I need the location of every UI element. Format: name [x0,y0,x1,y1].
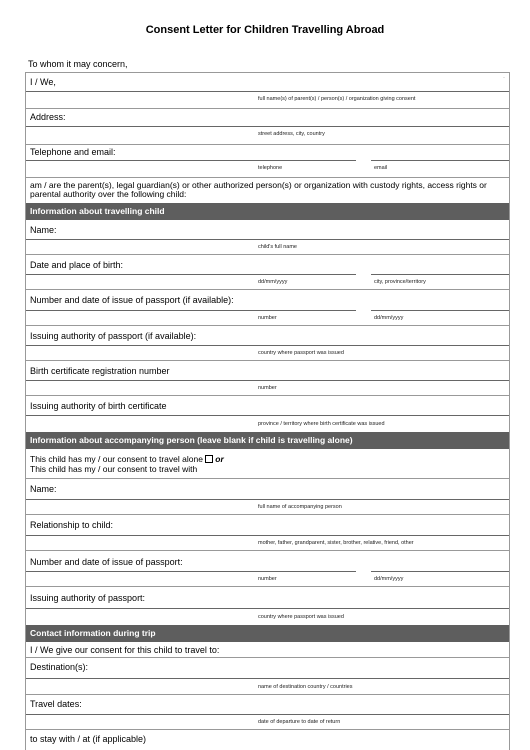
birth-date-hint: dd/mm/yyyy [258,279,288,285]
companion-passport-row [26,551,509,587]
page-title: Consent Letter for Children Travelling Abroad [145,24,385,36]
email-field[interactable] [371,160,509,161]
companion-passport-authority-field[interactable] [26,608,509,609]
consent-alone-label: This child has my / our consent to travel alone [30,454,203,464]
child-name-row [26,220,509,255]
destinations-row [26,658,509,695]
child-passport-number-field[interactable] [26,310,356,311]
travel-consent-label: I / We give our consent for this child to travel to: [30,645,220,655]
relationship-hint: mother, father, grandparent, sister, brother, relative, friend, other [258,540,414,546]
custody-statement: am / are the parent(s), legal guardian(s) or other authorized person(s) or organization with custody rights, access rights or parental authority over the following child: [30,180,487,199]
companion-passport-authority-label: Issuing authority of passport: [30,593,146,603]
relationship-row [26,515,509,551]
companion-name-hint: full name of accompanying person [258,504,342,510]
birth-cert-authority-hint: province / territory where birth certificate was issued [258,421,385,427]
birth-place-hint: city, province/territory [374,279,426,285]
child-passport-authority-hint: country where passport was issued [258,350,344,356]
birth-cert-hint: number [258,385,277,391]
travel-consent-row [26,642,509,658]
telephone-email-label: Telephone and email: [30,147,116,157]
companion-name-label: Name: [30,484,57,494]
birth-cert-field[interactable] [26,380,509,381]
companion-passport-number-field[interactable] [26,571,356,572]
email-hint: email [374,165,388,171]
birth-label: Date and place of birth: [30,260,124,270]
address-label: Address: [30,112,66,122]
child-passport-date-hint: dd/mm/yyyy [374,315,404,321]
parents-marker: · [503,75,505,81]
parents-row [26,73,509,109]
section-travelling-child: Information about travelling child [26,203,509,220]
companion-passport-date-hint: dd/mm/yyyy [374,576,404,582]
telephone-field[interactable] [26,160,356,161]
birth-date-field[interactable] [26,274,356,275]
companion-name-row [26,479,509,515]
companion-passport-authority-hint: country where passport was issued [258,614,344,620]
parents-hint: full name(s) of parent(s) / person(s) / organization giving consent [258,96,416,102]
section-contact-information: Contact information during trip [26,625,509,642]
child-passport-authority-label: Issuing authority of passport (if available): [30,331,197,341]
section-accompanying-person: Information about accompanying person (leave blank if child is travelling alone) [26,432,509,449]
statement-row [26,178,509,203]
companion-passport-authority-row [26,587,509,625]
travel-dates-label: Travel dates: [30,699,82,709]
child-passport-number-hint: number [258,315,277,321]
or-label: or [215,454,224,464]
consent-with-label: This child has my / our consent to travel with [30,464,198,474]
companion-passport-date-field[interactable] [371,571,509,572]
parents-field[interactable] [26,91,509,92]
destinations-label: Destination(s): [30,662,89,672]
consent-choice-row [26,449,509,479]
salutation: To whom it may concern, [28,59,128,69]
birth-cert-authority-label: Issuing authority of birth certificate [30,401,167,411]
destinations-field[interactable] [26,678,509,679]
child-passport-authority-field[interactable] [26,345,509,346]
relationship-label: Relationship to child: [30,520,114,530]
child-passport-authority-row [26,326,509,361]
travel-dates-row [26,695,509,730]
child-passport-date-field[interactable] [371,310,509,311]
child-passport-label: Number and date of issue of passport (if available): [30,295,234,305]
birth-cert-label: Birth certificate registration number [30,366,170,376]
travel-dates-hint: date of departure to date of return [258,719,341,725]
birth-cert-row [26,361,509,396]
relationship-field[interactable] [26,535,509,536]
birth-place-field[interactable] [371,274,509,275]
birth-cert-authority-row [26,396,509,432]
companion-passport-label: Number and date of issue of passport: [30,557,183,567]
consent-alone-line [30,455,500,464]
child-name-field[interactable] [26,239,509,240]
birth-row [26,255,509,290]
telephone-hint: telephone [258,165,283,171]
contact-row [26,145,509,178]
address-field[interactable] [26,126,509,127]
stay-with-row [26,730,509,750]
address-hint: street address, city, country [258,131,325,137]
destinations-hint: name of destination country / countries [258,684,353,690]
stay-with-label: to stay with / at (if applicable) [30,734,147,744]
parents-label: I / We, [30,77,56,87]
child-passport-row [26,290,509,326]
travel-alone-checkbox[interactable] [205,455,213,463]
address-row [26,109,509,145]
companion-passport-number-hint: number [258,576,277,582]
companion-name-field[interactable] [26,499,509,500]
travel-dates-field[interactable] [26,714,509,715]
child-name-label: Name: [30,225,57,235]
consent-form [25,72,510,750]
child-name-hint: child's full name [258,244,297,250]
birth-cert-authority-field[interactable] [26,415,509,416]
